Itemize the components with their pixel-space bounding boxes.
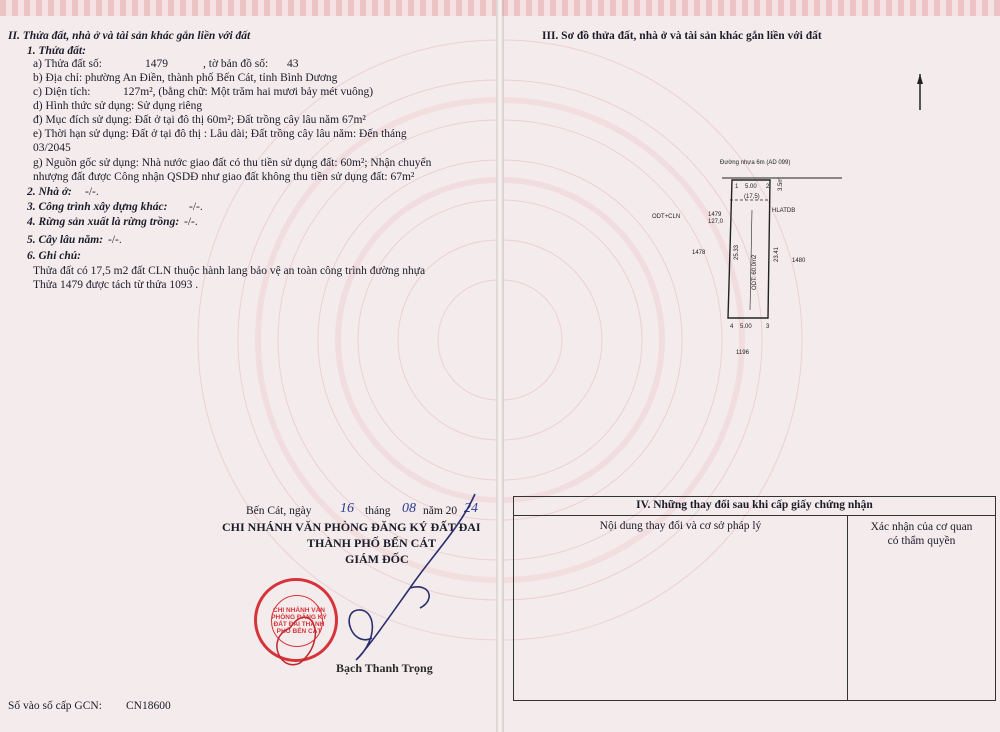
date-month: 08 (402, 501, 416, 516)
forest-value: -/-. (184, 216, 198, 228)
right-length: 23.41 (774, 246, 780, 262)
date-year: 24 (464, 501, 478, 516)
corridor-depth: 3.5m (778, 177, 784, 191)
changes-title: IV. Những thay đổi sau khi cấp giấy chứng nhận (514, 497, 996, 516)
date-day: 16 (340, 501, 354, 516)
area-value: 127m², (bằng chữ: Một trăm hai mươi bảy mét vuông) (123, 86, 374, 98)
signer-name: Bạch Thanh Trọng (336, 661, 433, 675)
origin-cont: nhượng đất được Công nhận QSDĐ như giao đất không thu tiền sử dụng đất: 67m² (33, 171, 415, 183)
north-arrow-icon (912, 72, 928, 112)
decorative-border-right (502, 0, 1000, 16)
point-2: 2 (766, 184, 770, 190)
construction-value: -/-. (189, 201, 203, 213)
parcel-number-label: a) Thửa đất số: (33, 58, 102, 70)
changes-col2-line2: có thẩm quyền (887, 535, 956, 547)
notes-label: 6. Ghi chú: (27, 250, 81, 262)
changes-content-cell (514, 516, 848, 701)
usage-term: e) Thời hạn sử dụng: Đất ở tại đô thị : Lâu dài; Đất trồng cây lâu năm: Đến tháng (33, 128, 407, 140)
parcel-no: 1479 (708, 212, 722, 218)
registry-label: Số vào số cấp GCN: (8, 700, 102, 712)
left-length: 25.33 (734, 244, 740, 260)
note-line-2: Thửa 1479 được tách từ thửa 1093 . (33, 279, 199, 291)
seal-text: CHI NHÁNH VĂN PHÒNG ĐĂNG KÝ ĐẤT ĐAI THÀNH PHỐ BẾN CÁT (271, 607, 327, 635)
address: b) Địa chỉ: phường An Điền, thành phố Bến Cát, tỉnh Bình Dương (33, 72, 338, 84)
construction-label: 3. Công trình xây dựng khác: (27, 201, 168, 213)
parcel-number: 1479 (145, 58, 168, 70)
note-line-1: Thửa đất có 17,5 m2 đất CLN thuộc hành lang bảo vệ an toàn công trình đường nhựa (33, 265, 426, 277)
house-label: 2. Nhà ở: (27, 186, 72, 198)
bottom-neighbor: 1196 (736, 350, 749, 356)
trees-label: 5. Cây lâu năm: (27, 234, 104, 246)
point-1: 1 (735, 184, 739, 190)
inner-label: ODT: 60.0m2 (752, 254, 758, 290)
map-sheet-number: 43 (287, 58, 299, 70)
corridor-area: (17,5) (744, 194, 760, 200)
office-name-2: THÀNH PHỐ BẾN CÁT (307, 536, 437, 550)
director-title: GIÁM ĐỐC (345, 552, 409, 566)
changes-confirm-cell (848, 516, 996, 701)
area-label: c) Diện tích: (33, 86, 91, 98)
left-neighbor: 1478 (692, 250, 706, 256)
map-sheet-label: , tờ bản đồ số: (203, 58, 269, 70)
office-name-1: CHI NHÁNH VĂN PHÒNG ĐĂNG KÝ ĐẤT ĐAI (222, 520, 481, 534)
decorative-border (0, 0, 498, 16)
usage-form: d) Hình thức sử dụng: Sử dụng riêng (33, 100, 203, 112)
house-value: -/-. (85, 186, 99, 198)
point-4: 4 (730, 324, 734, 330)
section-iii-title: III. Sơ đồ thửa đất, nhà ở và tài sản khác gắn liền với đất (542, 30, 822, 42)
land-type: ODT+CLN (652, 214, 681, 220)
changes-table (513, 496, 996, 701)
bottom-width: 5.00 (740, 324, 752, 330)
date-place: Bến Cát, ngày (246, 505, 312, 517)
right-neighbor: 1480 (792, 258, 806, 264)
hlatdb-label: HLATDB (772, 208, 796, 214)
land-heading: 1. Thửa đất: (27, 45, 86, 57)
top-width: 5.00 (745, 184, 757, 190)
changes-col1: Nội dung thay đổi và cơ sở pháp lý (599, 520, 762, 532)
trees-value: -/-. (108, 234, 122, 246)
origin: g) Nguồn gốc sử dụng: Nhà nước giao đất có thu tiền sử dụng đất: 60m²; Nhận chuyển (33, 157, 432, 169)
registry-number: CN18600 (126, 700, 171, 712)
date-year-label: năm 20 (423, 505, 458, 517)
changes-col2-line1: Xác nhận của cơ quan (870, 521, 973, 533)
land-plan (622, 150, 842, 370)
left-page (0, 0, 498, 732)
date-month-label: tháng (365, 505, 391, 517)
point-3: 3 (766, 324, 770, 330)
usage-term-cont: 03/2045 (33, 142, 71, 154)
section-ii-title: II. Thửa đất, nhà ở và tài sản khác gắn liền với đất (8, 30, 251, 42)
road-label: Đường nhựa 6m (AD 099) (720, 160, 791, 166)
usage-purpose: đ) Mục đích sử dụng: Đất ở tại đô thị 60m²; Đất trồng cây lâu năm 67m² (33, 114, 366, 126)
forest-label: 4. Rừng sản xuất là rừng trồng: (27, 216, 180, 228)
signature (260, 488, 498, 668)
parcel-area: 127,0 (708, 219, 724, 225)
